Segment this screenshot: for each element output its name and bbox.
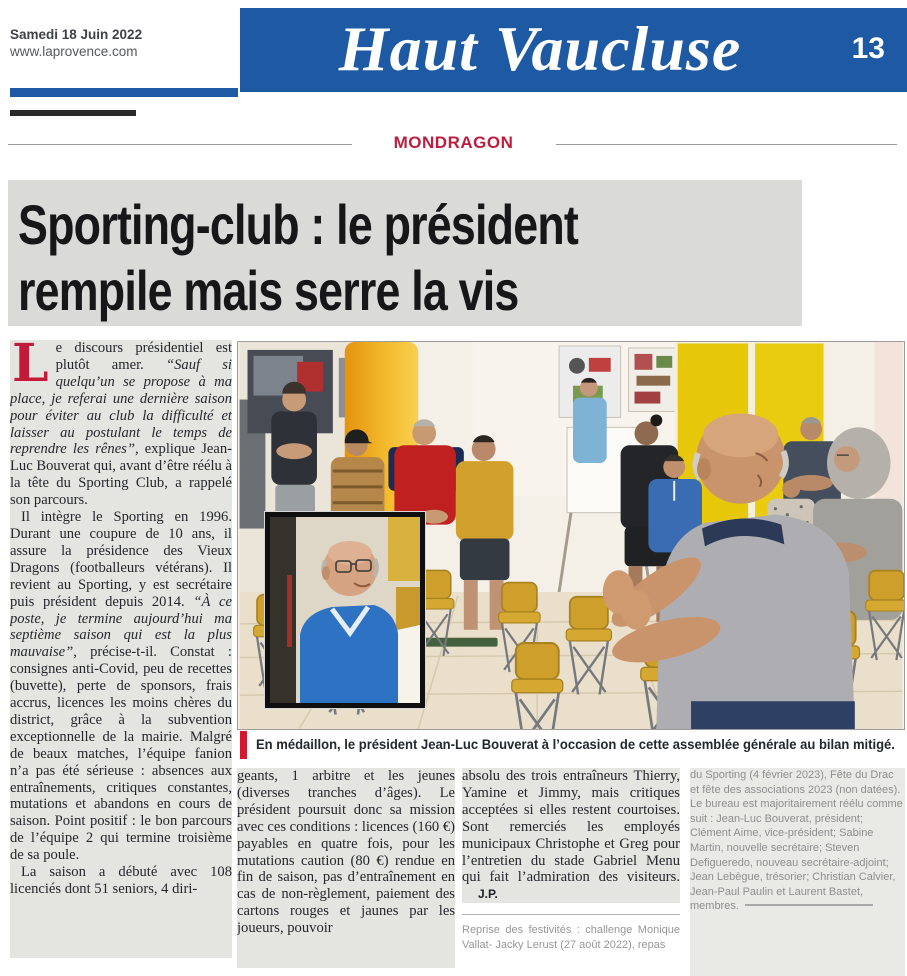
paragraph-2 <box>10 509 232 864</box>
end-rule <box>745 904 873 906</box>
p1-end: , explique Jean-Luc Bouverat qui, avant d’être réélu à la tête du Sporting Club, a rappelé son parcours. <box>10 441 232 509</box>
main-photo <box>237 341 905 730</box>
yellow-chair-hint <box>388 517 420 581</box>
scan-artifact-bar <box>10 110 136 116</box>
p1-quote: “Sauf si quelqu’un se propose à ma place, je referai une dernière saison pour éviter au club la difficulté et laisser au postulant le temps de reprendre les rênes” <box>10 356 232 458</box>
website-url: www.laprovence.com <box>10 44 138 59</box>
p2-end: , précise-t-il. Constat : consignes anti-Covid, peu de recettes (buvette), perte de sponsors, frais accrus, licences les moins chères du district, grâce à la subvention exceptionnelle de la mairie. Malgré de beaux matches, l’équipe fanion n’a pas été sérieuse : absences aux entraînements, critiques constantes, mutations et abandons en cours de saison. Point positif : le bon parcours de l’équipe 2 qui termine troisième de sa poule. <box>10 644 232 864</box>
p2-quote: “À ce poste, je termine aujourd’hui ma septième saison qui est la plus mauvaise” <box>10 593 232 661</box>
paragraph-1 <box>10 340 232 509</box>
shorts <box>691 701 855 729</box>
article-column-4 <box>690 768 905 976</box>
page-number: 13 <box>851 32 885 65</box>
headline-line2: rempile mais serre la vis <box>18 259 519 322</box>
p2-start: Il intègre le Sporting en 1996. Durant une coupure de 10 ans, il assure la présidence des Vieux Dragons (footballeurs vétérans). Il revient au Sporting, y est secrétaire puis président depuis 2014. <box>10 509 232 610</box>
edition-date: Samedi 18 Juin 2022 <box>10 27 143 42</box>
article-column-2 <box>237 768 455 968</box>
column-divider-rule <box>462 914 680 915</box>
caption-red-bar <box>240 731 247 759</box>
agenda-continued: du Sporting (4 février 2023), Fête du Drac et fête des associations 2023 (non datées). <box>690 769 901 796</box>
col3-text: absolu des trois entraîneurs Thierry, Yamine et Jimmy, mais critiques acceptées si elles restent courtoises. Sont remerciés les employés municipaux Christophe et Greg pour l’entretien du stade Gabriel Menu qui fait l’admiration des visiteurs. <box>462 768 680 886</box>
headline-box <box>8 180 802 326</box>
headline-line1: Sporting-club : le président <box>18 193 579 256</box>
blue-polo <box>300 605 398 703</box>
drop-cap: L <box>12 340 49 394</box>
photo-caption: En médaillon, le président Jean-Luc Bouverat à l’occasion de cette assemblée générale au bilan mitigé. <box>256 736 895 752</box>
byline: J.P. <box>478 887 498 902</box>
president-portrait <box>270 517 420 703</box>
edition-info <box>10 26 240 60</box>
agenda-note: Reprise des festivités : challenge Monique Vallat- Jacky Lerust (27 août 2022), repas <box>462 924 680 952</box>
article-column-1 <box>10 340 232 958</box>
paragraph-3: La saison a débuté avec 108 licenciés dont 51 seniors, 4 diri- <box>10 864 232 897</box>
article-column-3 <box>462 768 680 976</box>
bureau-list <box>690 797 905 914</box>
inset-photo <box>265 512 425 708</box>
paragraph-5 <box>462 768 680 903</box>
p1-start: e discours présidentiel est plutôt amer. <box>55 340 232 373</box>
header-rule <box>10 88 238 97</box>
bureau-text: Le bureau est majoritairement réélu comme suit : Jean-Luc Bouverat, président; Clément Aime, vice-président; Sabine Martin, nouvelle secrétaire; Steven Defigueredo, nouveau secrétaire-adjoint; Jean Lebègue, trésorier; Christian Calvier, Jean-Paul Paulin et Laurent Bastet, membres. <box>690 798 903 913</box>
dark-background-strip <box>270 517 296 703</box>
section-title: Haut Vaucluse <box>338 13 742 84</box>
paragraph-4: geants, 1 arbitre et les jeunes (diverses tranches d’âges). Le président poursuit donc sa mission avec ces conditions : licences (160 €) payables en quatre fois, pour les mutations caution (80 €) rendue en fin de saison, pas d’entraînement en cas de non-règlement, paiement des cartons rouges et jaunes par les joueurs, pouvoir <box>237 768 455 937</box>
kicker-label: MONDRAGON <box>393 133 514 152</box>
section-banner <box>240 8 907 92</box>
